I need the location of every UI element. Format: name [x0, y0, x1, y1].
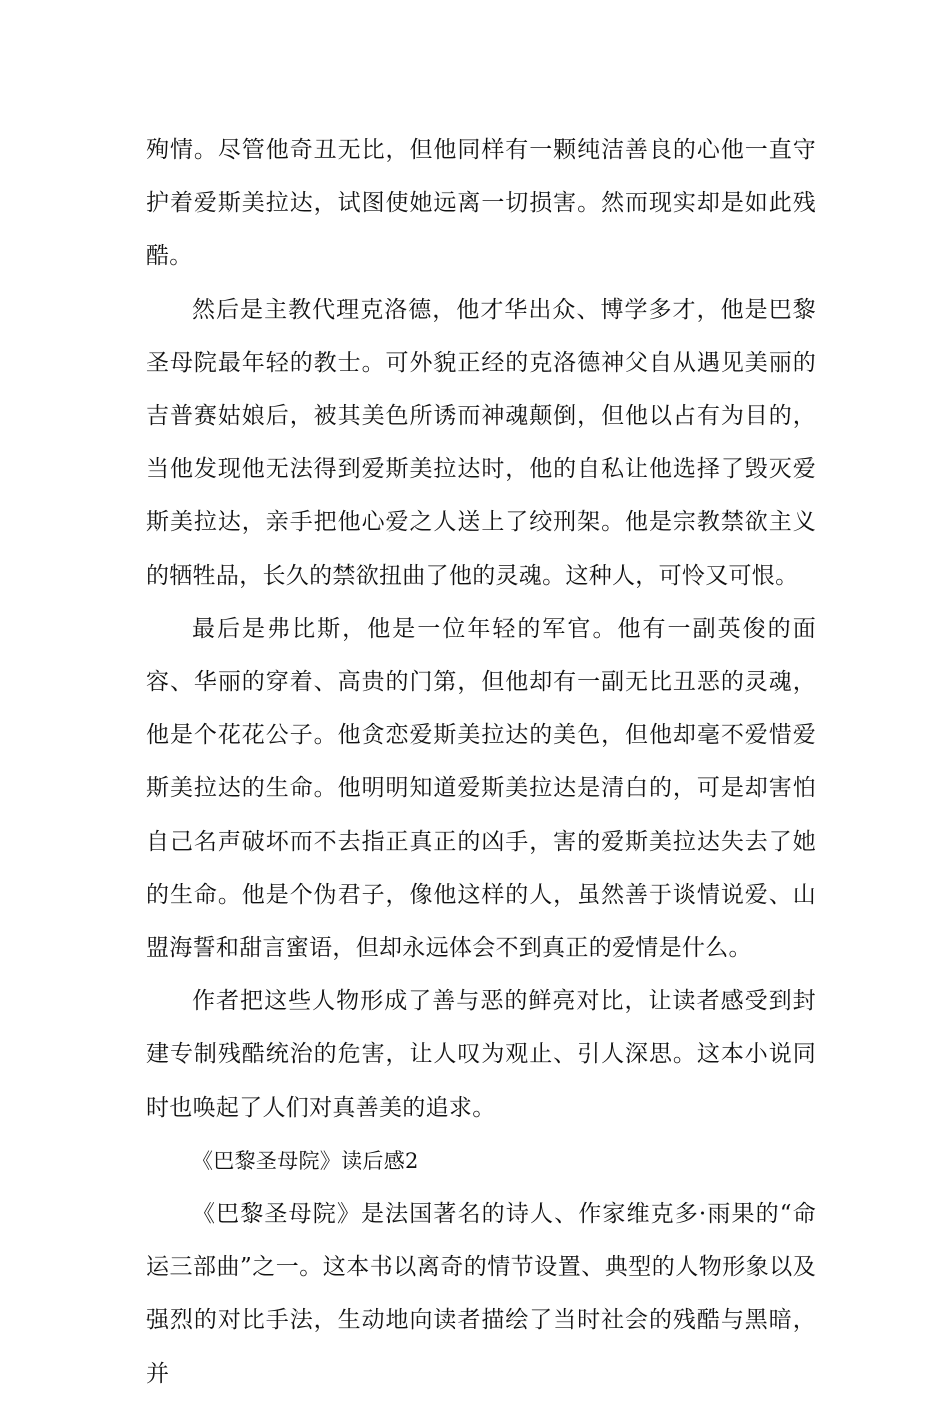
- document-body: [146, 124, 816, 1401]
- paragraph-phoebus: 最后是弗比斯，他是一位年轻的军官。他有一副英俊的面容、华丽的穿着、高贵的门第，但他却有一副无比丑恶的灵魂，他是个花花公子。他贪恋爱斯美拉达的美色，但他却毫不爱惜爱斯美拉达的生命。他明明知道爱斯美拉达是清白的，可是却害怕自己名声破坏而不去指正真正的凶手，害的爱斯美拉达失去了她的生命。他是个伪君子，像他这样的人，虽然善于谈情说爱、山盟海誓和甜言蜜语，但却永远体会不到真正的爱情是什么。: [146, 615, 816, 962]
- section-heading: 《巴黎圣母院》读后感2: [192, 1148, 419, 1173]
- paragraph-continuation: 殉情。尽管他奇丑无比，但他同样有一颗纯洁善良的心他一直守护着爱斯美拉达，试图使她远离一切损害。然而现实却是如此残酷。: [146, 137, 816, 270]
- paragraph-claude: 然后是主教代理克洛德，他才华出众、博学多才，他是巴黎圣母院最年轻的教士。可外貌正经的克洛德神父自从遇见美丽的吉普赛姑娘后，被其美色所诱而神魂颠倒，但他以占有为目的，当他发现他无法得到爱斯美拉达时，他的自私让他选择了毁灭爱斯美拉达，亲手把他心爱之人送上了绞刑架。他是宗教禁欲主义的牺牲品，长久的禁欲扭曲了他的灵魂。这种人，可怜又可恨。: [146, 296, 816, 589]
- paragraph-conclusion: 作者把这些人物形成了善与恶的鲜亮对比，让读者感受到封建专制残酷统治的危害，让人叹为观止、引人深思。这本小说同时也唤起了人们对真善美的追求。: [146, 988, 816, 1121]
- paragraph-section-intro: 《巴黎圣母院》是法国著名的诗人、作家维克多·雨果的“命运三部曲”之一。这本书以离奇的情节设置、典型的人物形象以及强烈的对比手法，生动地向读者描绘了当时社会的残酷与黑暗，并: [146, 1201, 816, 1387]
